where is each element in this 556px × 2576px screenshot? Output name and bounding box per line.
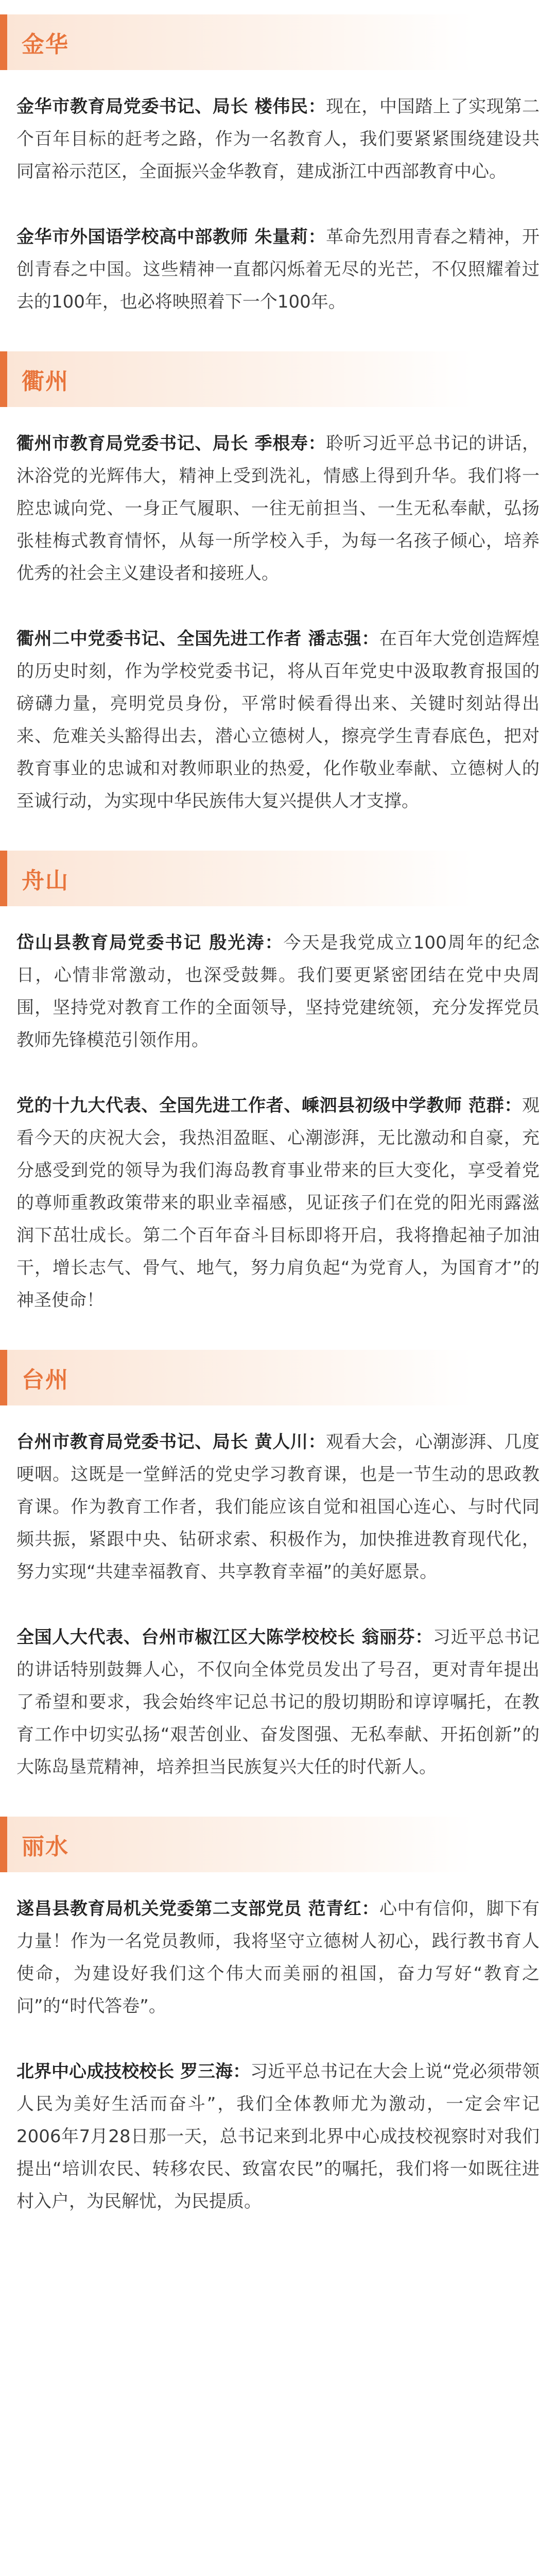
- speaker-colon: ：: [415, 1627, 433, 1648]
- speaker-name: 北界中心成技校校长 罗三海: [16, 2061, 233, 2082]
- quote-paragraph: [16, 1426, 540, 1588]
- region-title: 台州: [22, 1367, 69, 1393]
- region-section: [0, 1350, 556, 1784]
- speaker-colon: ：: [308, 1432, 326, 1452]
- quote-text: 观看今天的庆祝大会，我热泪盈眶、心潮澎湃，无比激动和自豪，充分感受到党的领导为我们海岛教育事业带来的巨大变化，享受着党的尊师重教政策带来的职业幸福感，见证孩子们在党的阳光雨露滋润下茁壮成长。第二个百年奋斗目标即将开启，我将撸起袖子加油干，增长志气、骨气、地气，努力肩负起“为党育人，为国育才”的神圣使命！: [16, 1095, 540, 1311]
- speaker-colon: ：: [308, 96, 326, 117]
- speaker-name: 金华市教育局党委书记、局长 楼伟民: [16, 96, 308, 117]
- speaker-name: 金华市外国语学校高中部教师 朱量莉: [16, 227, 308, 247]
- speaker-colon: ：: [361, 1899, 379, 1919]
- region-header: [0, 351, 556, 407]
- speaker-colon: ：: [308, 433, 326, 454]
- region-title: 衢州: [22, 368, 69, 395]
- region-title: 丽水: [22, 1834, 69, 1860]
- quote-paragraph: [16, 927, 540, 1057]
- region-header: [0, 1817, 556, 1872]
- quote-text: 习近平总书记在大会上说“党必须带领人民为美好生活而奋斗”，我们全体教师尤为激动，一定会牢记2006年7月28日那一天，总书记来到北界中心成技校视察时对我们提出“培训农民、转移农民、致富农民”的嘱托，我们将一如既往进村入户，为民解忧，为民提质。: [16, 2061, 540, 2212]
- speaker-name: 遂昌县教育局机关党委第二支部党员 范青红: [16, 1899, 362, 1919]
- region-section: [0, 14, 556, 318]
- quote-paragraph: [16, 1090, 540, 1317]
- quote-paragraph: [16, 91, 540, 188]
- region-title: 金华: [22, 31, 69, 58]
- region-section: [0, 351, 556, 818]
- speaker-colon: ：: [233, 2061, 251, 2082]
- speaker-name: 台州市教育局党委书记、局长 黄人川: [16, 1432, 308, 1452]
- region-header: [0, 851, 556, 906]
- quote-text: 观看大会，心潮澎湃、几度哽咽。这既是一堂鲜活的党史学习教育课，也是一节生动的思政教育课。作为教育工作者，我们能应该自觉和祖国心连心、与时代同频共振，紧跟中央、钻研求索、积极作为，加快推进教育现代化，努力实现“共建幸福教育、共享教育幸福”的美好愿景。: [16, 1432, 540, 1582]
- quote-paragraph: [16, 2056, 540, 2218]
- speaker-colon: ：: [308, 227, 326, 247]
- region-header: [0, 14, 556, 70]
- quote-paragraph: [16, 428, 540, 590]
- quote-paragraph: [16, 1893, 540, 2023]
- region-header: [0, 1350, 556, 1405]
- quote-text: 心中有信仰，脚下有力量！作为一名党员教师，我将坚守立德树人初心，践行教书育人使命，为建设好我们这个伟大而美丽的祖国，奋力写好“教育之问”的“时代答卷”。: [16, 1899, 540, 2016]
- quote-paragraph: [16, 221, 540, 318]
- region-title: 舟山: [22, 868, 69, 894]
- region-section: [0, 851, 556, 1317]
- quote-text: 今天是我党成立100周年的纪念日，心情非常激动，也深受鼓舞。我们要更紧密团结在党中央周围，坚持党对教育工作的全面领导，坚持党建统领，充分发挥党员教师先锋模范引领作用。: [16, 933, 540, 1050]
- speaker-colon: ：: [265, 933, 284, 953]
- quote-text: 现在，中国踏上了实现第二个百年目标的赶考之路，作为一名教育人，我们要紧紧围绕建设共同富裕示范区，全面振兴金华教育，建成浙江中西部教育中心。: [16, 96, 540, 182]
- quote-text: 在百年大党创造辉煌的历史时刻，作为学校党委书记，将从百年党史中汲取教育报国的磅礴力量，亮明党员身份，平常时候看得出来、关键时刻站得出来、危难关头豁得出去，潜心立德树人，擦亮学生青春底色，把对教育事业的忠诚和对教师职业的热爱，化作敬业奉献、立德树人的至诚行动，为实现中华民族伟大复兴提供人才支撑。: [16, 629, 540, 811]
- quote-text: 革命先烈用青春之精神，开创青春之中国。这些精神一直都闪烁着无尽的光芒，不仅照耀着过去的100年，也必将映照着下一个100年。: [16, 227, 540, 312]
- quote-paragraph: [16, 1621, 540, 1784]
- quote-text: 聆听习近平总书记的讲话，沐浴党的光辉伟大，精神上受到洗礼，情感上得到升华。我们将一腔忠诚向党、一身正气履职、一往无前担当、一生无私奉献，弘扬张桂梅式教育情怀，从每一所学校入手，为每一名孩子倾心，培养优秀的社会主义建设者和接班人。: [16, 433, 540, 584]
- speaker-name: 全国人大代表、台州市椒江区大陈学校校长 翁丽芬: [16, 1627, 415, 1648]
- speaker-name: 岱山县教育局党委书记 殷光涛: [16, 933, 265, 953]
- speaker-colon: ：: [504, 1095, 523, 1116]
- speaker-name: 党的十九大代表、全国先进工作者、嵊泗县初级中学教师 范群: [16, 1095, 505, 1116]
- speaker-colon: ：: [361, 629, 379, 649]
- quote-text: 习近平总书记的讲话特别鼓舞人心，不仅向全体党员发出了号召，更对青年提出了希望和要求，我会始终牢记总书记的殷切期盼和谆谆嘱托，在教育工作中切实弘扬“艰苦创业、奋发图强、无私奉献、开拓创新”的大陈岛垦荒精神，培养担当民族复兴大任的时代新人。: [16, 1627, 540, 1777]
- region-section: [0, 1817, 556, 2218]
- speaker-name: 衢州二中党委书记、全国先进工作者 潘志强: [16, 629, 362, 649]
- speaker-name: 衢州市教育局党委书记、局长 季根寿: [16, 433, 308, 454]
- quote-paragraph: [16, 623, 540, 818]
